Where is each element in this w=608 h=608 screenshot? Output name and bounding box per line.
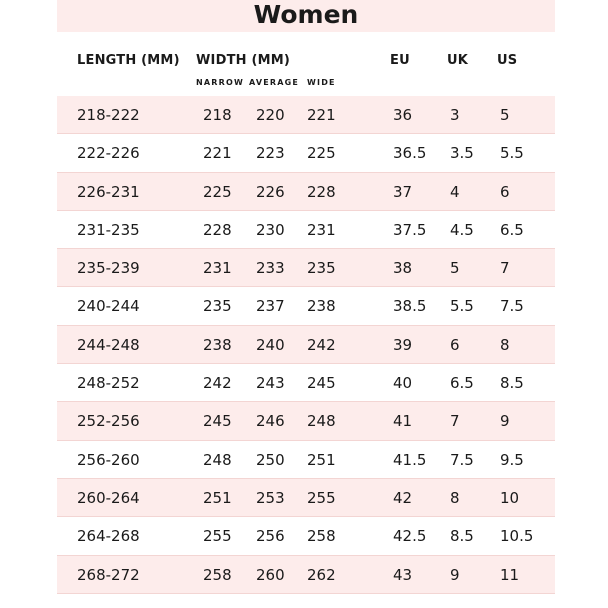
cell-narrow: 228	[203, 220, 232, 239]
table-row	[57, 364, 555, 402]
cell-wide: 242	[307, 335, 336, 354]
cell-average: 220	[256, 106, 285, 124]
cell-us: 7.5	[500, 297, 524, 316]
cell-length: 256-260	[77, 450, 140, 469]
page-title: Women	[253, 0, 359, 29]
cell-eu: 36.5	[393, 144, 427, 163]
cell-eu: 40	[393, 374, 413, 393]
cell-uk: 5.5	[450, 297, 474, 316]
subheader-narrow: NARROW	[196, 78, 245, 87]
cell-length: 231-235	[77, 220, 140, 239]
cell-narrow: 255	[203, 527, 232, 546]
cell-us: 5	[500, 106, 510, 124]
cell-narrow: 238	[203, 335, 232, 354]
table-row	[57, 326, 555, 364]
header-width: WIDTH (MM)	[196, 53, 290, 68]
table-row	[57, 211, 555, 249]
table-row	[57, 556, 555, 594]
cell-us: 9.5	[500, 450, 524, 469]
cell-average: 243	[256, 374, 285, 393]
cell-average: 230	[256, 220, 285, 239]
cell-us: 6.5	[500, 220, 524, 239]
cell-average: 233	[256, 259, 285, 278]
table-row	[57, 517, 555, 555]
cell-us: 11	[500, 565, 520, 584]
cell-narrow: 258	[203, 565, 232, 584]
cell-narrow: 245	[203, 412, 232, 431]
cell-wide: 258	[307, 527, 336, 546]
cell-narrow: 235	[203, 297, 232, 316]
cell-wide: 262	[307, 565, 336, 584]
cell-eu: 42.5	[393, 527, 427, 546]
cell-narrow: 231	[203, 259, 232, 278]
table-row	[57, 441, 555, 479]
cell-average: 253	[256, 488, 285, 507]
cell-wide: 245	[307, 374, 336, 393]
cell-uk: 6	[450, 335, 460, 354]
cell-uk: 7.5	[450, 450, 474, 469]
cell-uk: 6.5	[450, 374, 474, 393]
cell-wide: 238	[307, 297, 336, 316]
cell-narrow: 218	[203, 106, 232, 124]
header-uk: UK	[447, 53, 469, 68]
cell-eu: 38	[393, 259, 413, 278]
cell-us: 5.5	[500, 144, 524, 163]
cell-eu: 41	[393, 412, 413, 431]
cell-wide: 251	[307, 450, 336, 469]
subheader-wide: WIDE	[307, 78, 336, 87]
cell-uk: 7	[450, 412, 460, 431]
cell-average: 240	[256, 335, 285, 354]
cell-wide: 235	[307, 259, 336, 278]
cell-length: 226-231	[77, 182, 140, 201]
cell-uk: 8.5	[450, 527, 474, 546]
cell-us: 10.5	[500, 527, 534, 546]
cell-uk: 4	[450, 182, 460, 201]
cell-uk: 4.5	[450, 220, 474, 239]
title-banner	[57, 0, 555, 32]
cell-eu: 42	[393, 488, 413, 507]
table-row	[57, 134, 555, 172]
cell-average: 237	[256, 297, 285, 316]
header-length: LENGTH (MM)	[77, 53, 180, 68]
cell-narrow: 251	[203, 488, 232, 507]
cell-uk: 3	[450, 106, 460, 124]
cell-wide: 231	[307, 220, 336, 239]
cell-length: 264-268	[77, 527, 140, 546]
subheader-average: AVERAGE	[249, 78, 300, 87]
cell-wide: 255	[307, 488, 336, 507]
header-us: US	[497, 53, 518, 68]
cell-average: 226	[256, 182, 285, 201]
cell-eu: 39	[393, 335, 413, 354]
size-table	[57, 96, 555, 594]
cell-wide: 248	[307, 412, 336, 431]
table-row	[57, 479, 555, 517]
cell-average: 260	[256, 565, 285, 584]
table-row	[57, 249, 555, 287]
cell-us: 6	[500, 182, 510, 201]
table-row	[57, 173, 555, 211]
cell-length: 240-244	[77, 297, 140, 316]
cell-eu: 41.5	[393, 450, 427, 469]
cell-us: 10	[500, 488, 520, 507]
cell-average: 246	[256, 412, 285, 431]
cell-average: 250	[256, 450, 285, 469]
cell-narrow: 225	[203, 182, 232, 201]
table-row	[57, 96, 555, 134]
cell-length: 235-239	[77, 259, 140, 278]
header-eu: EU	[390, 53, 410, 68]
cell-length: 218-222	[77, 106, 140, 124]
cell-length: 260-264	[77, 488, 140, 507]
cell-uk: 8	[450, 488, 460, 507]
cell-average: 223	[256, 144, 285, 163]
cell-us: 9	[500, 412, 510, 431]
cell-wide: 221	[307, 106, 336, 124]
cell-length: 222-226	[77, 144, 140, 163]
cell-average: 256	[256, 527, 285, 546]
cell-length: 252-256	[77, 412, 140, 431]
cell-uk: 9	[450, 565, 460, 584]
cell-narrow: 242	[203, 374, 232, 393]
cell-eu: 38.5	[393, 297, 427, 316]
cell-length: 244-248	[77, 335, 140, 354]
cell-eu: 36	[393, 106, 413, 124]
table-row	[57, 402, 555, 440]
cell-wide: 225	[307, 144, 336, 163]
cell-uk: 3.5	[450, 144, 474, 163]
cell-eu: 37	[393, 182, 413, 201]
cell-eu: 37.5	[393, 220, 427, 239]
cell-uk: 5	[450, 259, 460, 278]
table-row	[57, 287, 555, 325]
cell-eu: 43	[393, 565, 413, 584]
cell-wide: 228	[307, 182, 336, 201]
cell-us: 7	[500, 259, 510, 278]
cell-us: 8	[500, 335, 510, 354]
cell-us: 8.5	[500, 374, 524, 393]
cell-length: 268-272	[77, 565, 140, 584]
cell-narrow: 248	[203, 450, 232, 469]
cell-narrow: 221	[203, 144, 232, 163]
cell-length: 248-252	[77, 374, 140, 393]
